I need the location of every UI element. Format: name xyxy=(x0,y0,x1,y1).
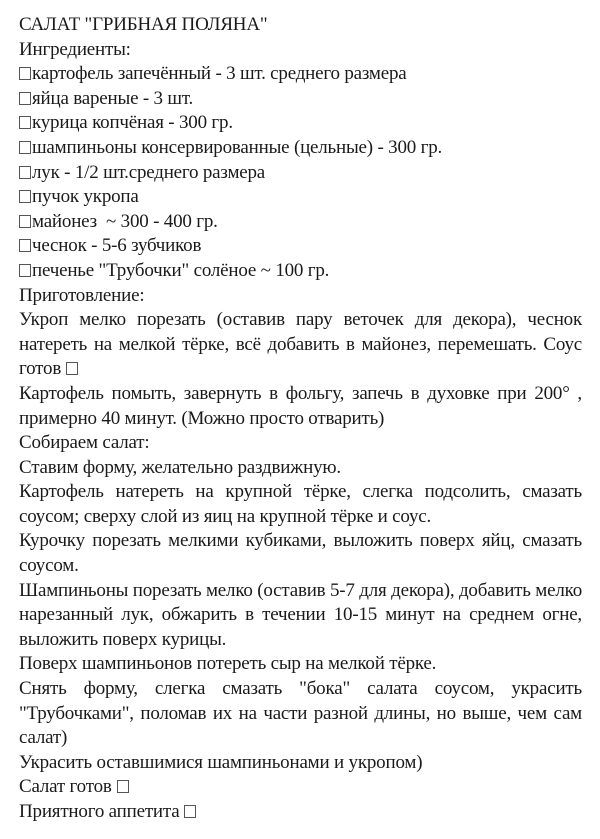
ingredient-item: яйца вареные - 3 шт. xyxy=(19,87,582,112)
preparation-heading: Приготовление: xyxy=(19,284,145,306)
recipe-title: САЛАТ "ГРИБНАЯ ПОЛЯНА" xyxy=(19,14,268,35)
salad-done-line: Салат готов xyxy=(19,775,582,800)
ingredient-item: картофель запечённый - 3 шт. среднего размера xyxy=(19,62,582,87)
ingredients-heading: Ингредиенты: xyxy=(19,38,131,60)
checkbox-glyph-icon xyxy=(19,190,31,203)
assembly-step: Поверх шампиньонов потереть сыр на мелкой тёрке. xyxy=(19,653,437,675)
assembly-step: Шампиньоны порезать мелко (оставив 5-7 для декора), добавить мелко нарезанный лук, обжарить в течении 10-15 минут на среднем огне, выложить поверх курицы. xyxy=(19,579,582,650)
checkbox-glyph-icon xyxy=(19,92,31,105)
checkbox-glyph-icon xyxy=(66,362,78,375)
ingredient-item: печенье "Трубочки" солёное ~ 100 гр. xyxy=(19,259,582,284)
checkbox-glyph-icon xyxy=(184,805,196,818)
closing-line: Приятного аппетита xyxy=(19,800,582,825)
recipe-document xyxy=(19,13,582,825)
assembly-heading: Собираем салат: xyxy=(19,432,150,454)
checkbox-glyph-icon xyxy=(19,215,31,228)
ingredient-item: шампиньоны консервированные (цельные) - 300 гр. xyxy=(19,136,582,161)
sauce-paragraph: Укроп мелко порезать (оставив пару веточек для декора), чеснок натереть на мелкой тёрке, всё добавить в майонез, перемешать. Соус готов xyxy=(19,309,582,380)
checkbox-glyph-icon xyxy=(19,264,31,277)
ingredient-item: пучок укропа xyxy=(19,185,582,210)
potatoes-paragraph: Картофель помыть, завернуть в фольгу, запечь в духовке при 200° , примерно 40 минут. (Можно просто отварить) xyxy=(19,382,582,429)
checkbox-glyph-icon xyxy=(19,239,31,252)
assembly-step: Украсить оставшимися шампиньонами и укропом) xyxy=(19,751,423,773)
ingredient-item: майонез ~ 300 - 400 гр. xyxy=(19,210,582,235)
assembly-step: Снять форму, слегка смазать "бока" салата соусом, украсить "Трубочками", поломав их на части разной длины, но выше, чем сам салат) xyxy=(19,678,582,749)
checkbox-glyph-icon xyxy=(19,141,31,154)
assembly-step: Ставим форму, желательно раздвижную. xyxy=(19,456,341,478)
checkbox-glyph-icon xyxy=(19,67,31,80)
checkbox-glyph-icon xyxy=(19,166,31,179)
assembly-step: Картофель натереть на крупной тёрке, слегка подсолить, смазать соусом; сверху слой из яиц на крупной тёрке и соус. xyxy=(19,481,582,527)
assembly-step: Курочку порезать мелкими кубиками, выложить поверх яйц, смазать соусом. xyxy=(19,530,582,577)
ingredient-item: курица копчёная - 300 гр. xyxy=(19,111,582,136)
ingredient-item: лук - 1/2 шт.среднего размера xyxy=(19,161,582,186)
ingredient-item: чеснок - 5-6 зубчиков xyxy=(19,234,582,259)
checkbox-glyph-icon xyxy=(117,780,129,793)
checkbox-glyph-icon xyxy=(19,116,31,129)
